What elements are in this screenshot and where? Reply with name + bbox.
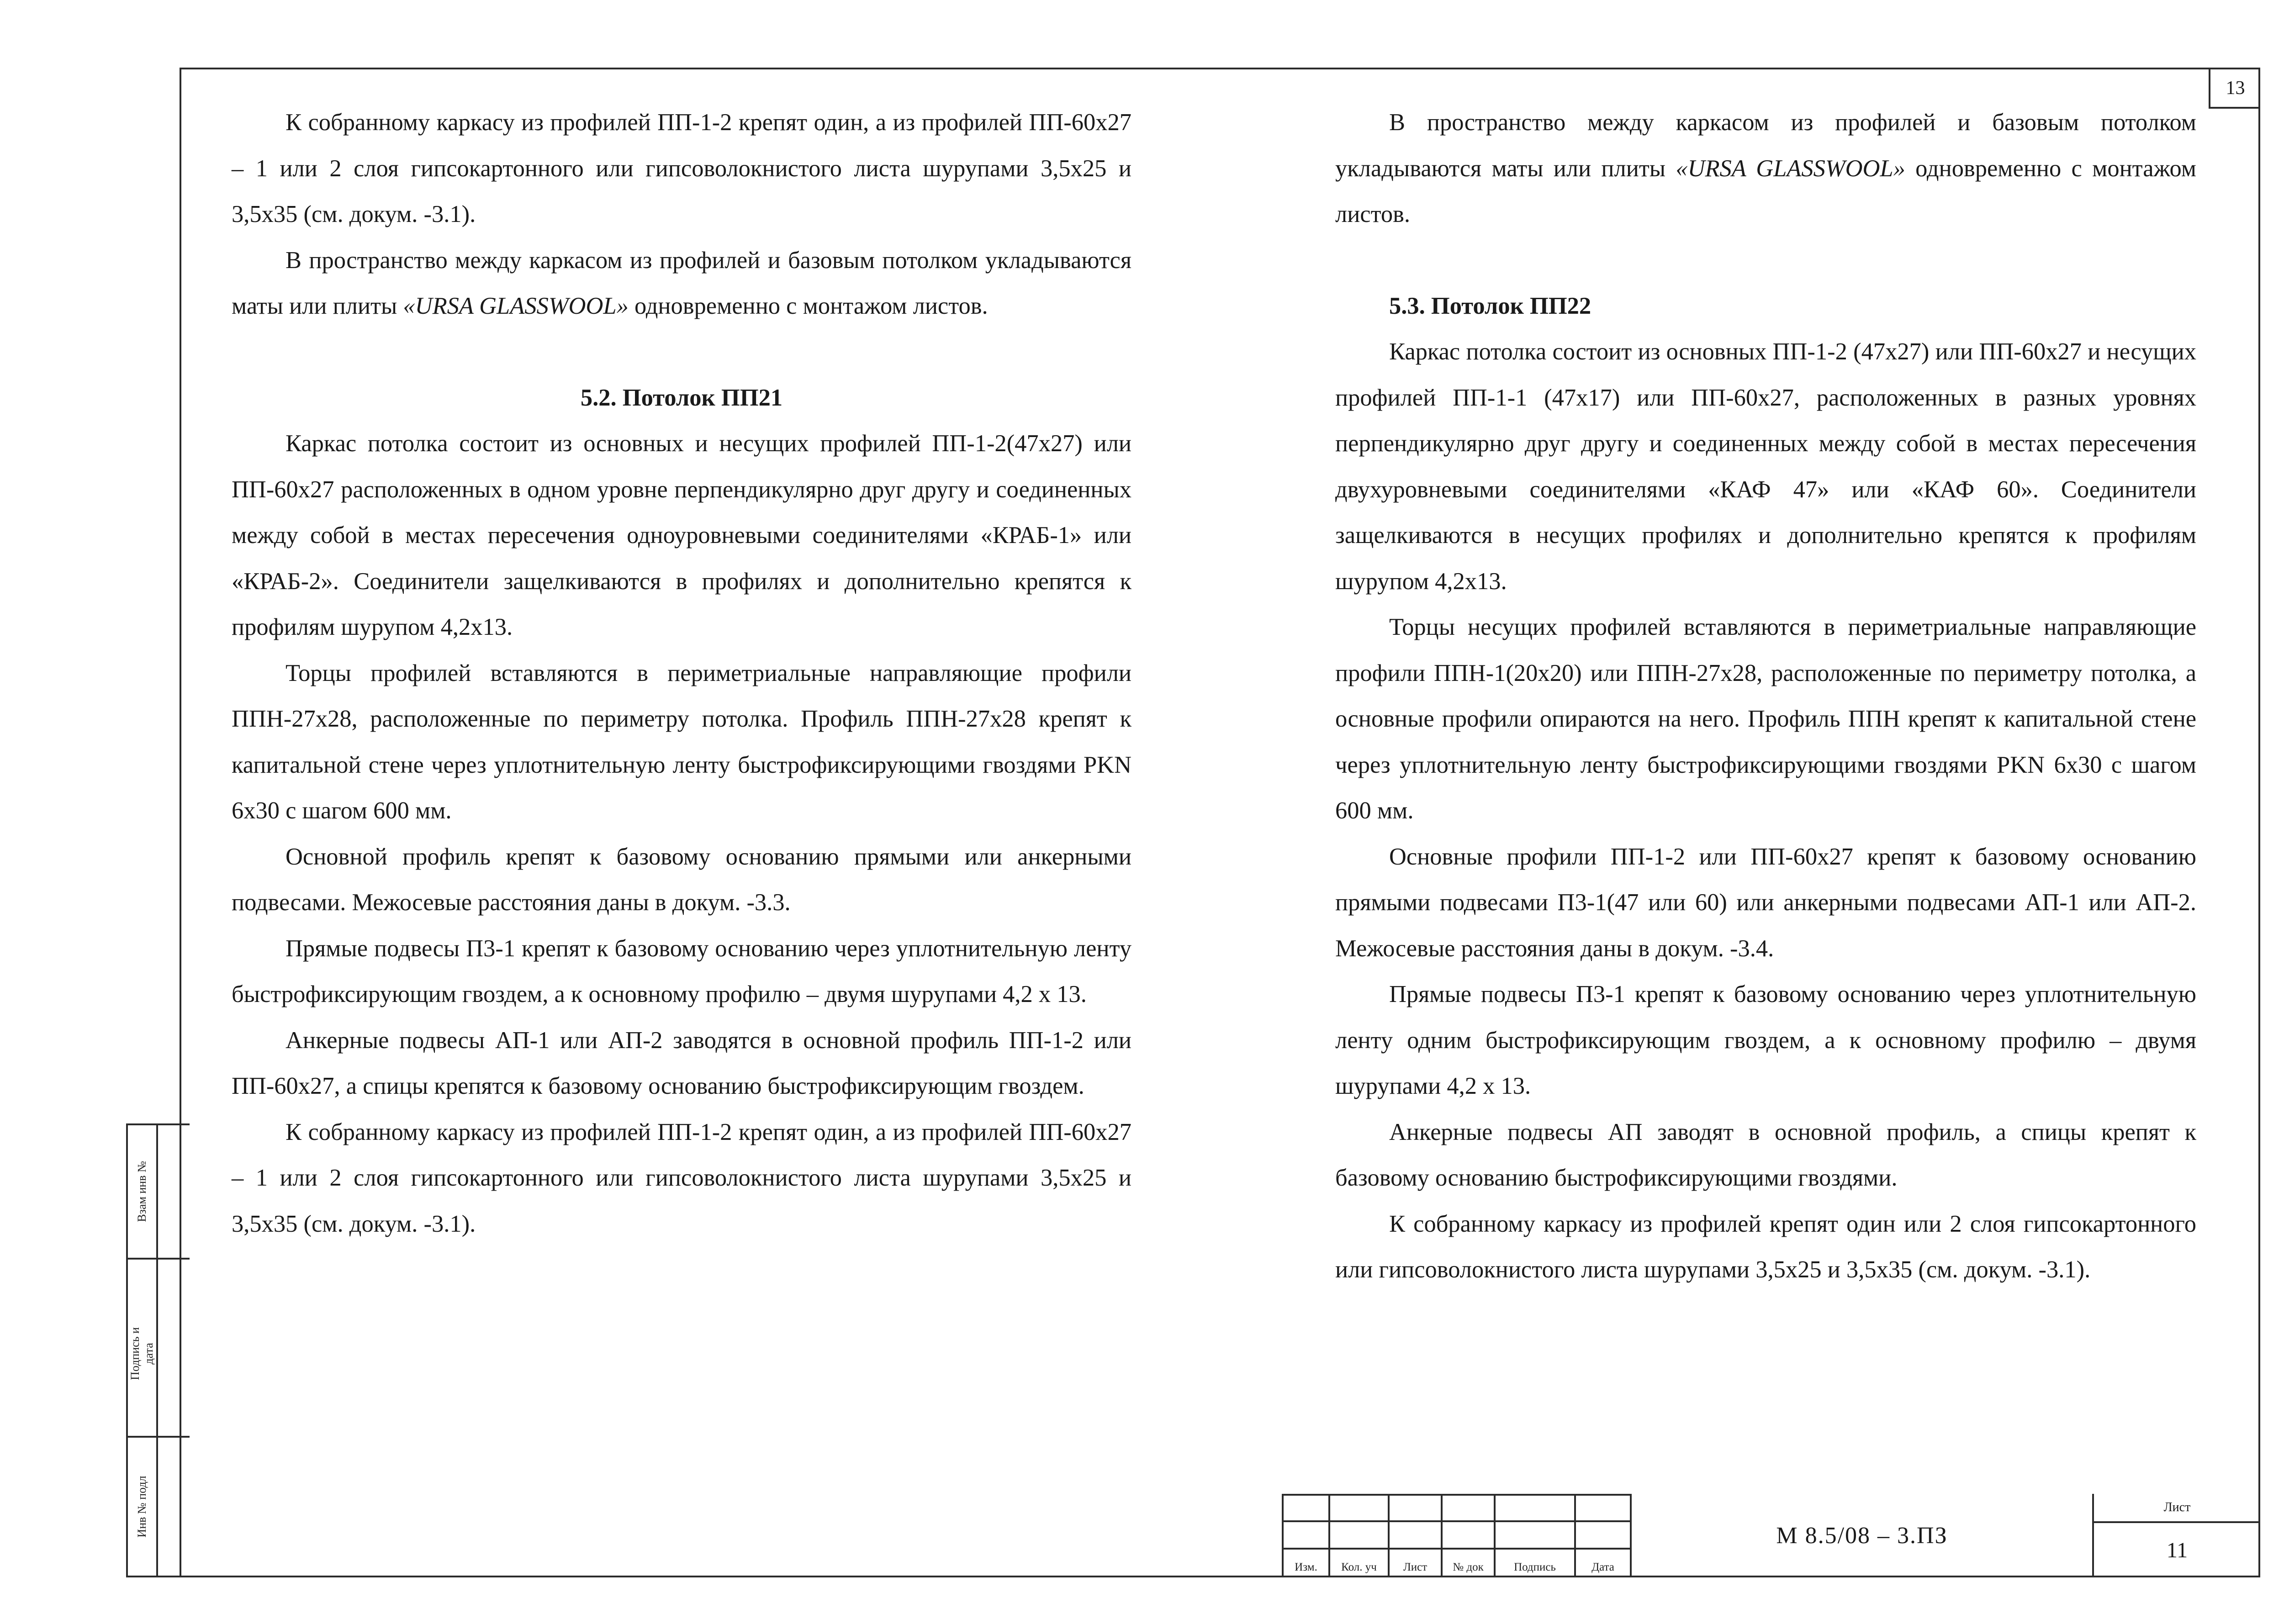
paragraph: Каркас потолка состоит из основных ПП-1-2 (47х27) или ПП-60х27 и несущих профилей ПП-1-1 (47х17) или ПП-60х27, расположенных в разных уровнях перпендикулярно друг другу и соединенных между собой в местах пересечения двухуровневыми соединителями «КАФ 47» или «КАФ 60». Соединители защелкиваются в несущих профилях и дополнительно крепятся к профилям шурупом 4,2х13. xyxy=(1335,338,2196,595)
page-number-top: 13 xyxy=(2209,69,2260,109)
paragraph: К собранному каркасу из профилей ПП-1-2 крепят один, а из профилей ПП-60х27 – 1 или 2 слоя гипсокартонного или гипсоволокнистого листа шурупами 3,5х25 и 3,5х35 (см. докум. -3.1). xyxy=(232,1118,1131,1237)
emphasis: «URSA GLASSWOOL» xyxy=(1676,155,1905,182)
paragraph: В пространство между каркасом из профилей и базовым потолком укладываются маты или плиты «URSA GLASSWOOL» одновременно с монтажом листов. xyxy=(232,247,1131,319)
col-label: Лист xyxy=(1403,1561,1428,1573)
col-label: № док xyxy=(1453,1561,1484,1573)
sheet-box xyxy=(2092,1494,2260,1577)
left-column xyxy=(232,100,1131,1247)
paragraph: Основные профили ПП-1-2 или ПП-60х27 крепят к базовому основанию прямыми подвесами П3-1(47 или 60) или анкерными подвесами АП-1 или АП-2. Межосевые расстояния даны в докум. -3.4. xyxy=(1335,843,2196,962)
emphasis: «URSA GLASSWOOL» xyxy=(403,293,629,319)
title-block-grid xyxy=(1282,1494,1630,1577)
paragraph: Торцы профилей вставляются в периметриальные направляющие профили ППН-27х28, расположенные по периметру потолка. Профиль ППН-27х28 крепят к капитальной стене через уплотнительную ленту быстрофиксирующими гвоздями PKN 6х30 с шагом 600 мм. xyxy=(232,659,1131,824)
paragraph: К собранному каркасу из профилей ПП-1-2 крепят один, а из профилей ПП-60х27 – 1 или 2 слоя гипсокартонного или гипсоволокнистого листа шурупами 3,5х25 и 3,5х35 (см. докум. -3.1). xyxy=(232,109,1131,227)
paragraph: В пространство между каркасом из профилей и базовым потолком укладываются маты или плиты «URSA GLASSWOOL» одновременно с монтажом листов. xyxy=(1335,109,2197,227)
paragraph: Каркас потолка состоит из основных и несущих профилей ПП-1-2(47х27) или ПП-60х27 расположенных в одном уровне перпендикулярно друг другу и соединенных между собой в местах пересечения одноуровневыми соединителями «КРАБ-1» или «КРАБ-2». Соединители защелкиваются в профилях и дополнительно крепятся к профилям шурупом 4,2х13. xyxy=(232,430,1131,640)
paragraph: Основной профиль крепят к базовому основанию прямыми или анкерными подвесами. Межосевые расстояния даны в докум. -3.3. xyxy=(232,843,1131,916)
title-block xyxy=(1282,1494,2260,1577)
side-stamp xyxy=(126,1123,190,1577)
section-heading: 5.2. Потолок ПП21 xyxy=(580,384,783,411)
stamp-label: Взам инв № xyxy=(135,1161,148,1222)
paragraph: Анкерные подвесы АП заводят в основной профиль, а спицы крепят к базовому основанию быстрофиксирующими гвоздями. xyxy=(1335,1118,2196,1191)
sheet-number: 11 xyxy=(2166,1538,2188,1562)
document-code: М 8.5/08 – 3.ПЗ xyxy=(1630,1494,2092,1577)
stamp-label: Подпись и дата xyxy=(128,1327,155,1380)
right-column xyxy=(1335,100,2196,1293)
col-label: Подпись xyxy=(1514,1561,1556,1573)
col-label: Дата xyxy=(1591,1561,1614,1573)
paragraph: Прямые подвесы П3-1 крепят к базовому основанию через уплотнительную ленту быстрофиксирующим гвоздем, а к основному профилю – двумя шурупами 4,2 х 13. xyxy=(232,935,1131,1007)
col-label: Изм. xyxy=(1295,1561,1317,1573)
paragraph: Торцы несущих профилей вставляются в периметриальные направляющие профили ППН-1(20х20) или ППН-27х28, расположенные по периметру потолка, а основные профили опираются на него. Профиль ППН крепят к капитальной стене через уплотнительную ленту быстрофиксирующими гвоздями PKN 6х30 с шагом 600 мм. xyxy=(1335,614,2196,824)
sheet-label: Лист xyxy=(2094,1494,2260,1523)
paragraph: Прямые подвесы П3-1 крепят к базовому основанию через уплотнительную ленту одним быстрофиксирующим гвоздем, а к основному профилю – двумя шурупами 4,2 х 13. xyxy=(1335,981,2196,1099)
section-heading: 5.3. Потолок ПП22 xyxy=(1389,292,1591,319)
paragraph: Анкерные подвесы АП-1 или АП-2 заводятся в основной профиль ПП-1-2 или ПП-60х27, а спицы крепятся к базовому основанию быстрофиксирующим гвоздем. xyxy=(232,1027,1131,1099)
paragraph: К собранному каркасу из профилей крепят один или 2 слоя гипсокартонного или гипсоволокнистого листа шурупами 3,5х25 и 3,5х35 (см. докум. -3.1). xyxy=(1335,1210,2196,1283)
col-label: Кол. уч xyxy=(1341,1561,1377,1573)
stamp-label: Инв № подл xyxy=(135,1476,148,1538)
